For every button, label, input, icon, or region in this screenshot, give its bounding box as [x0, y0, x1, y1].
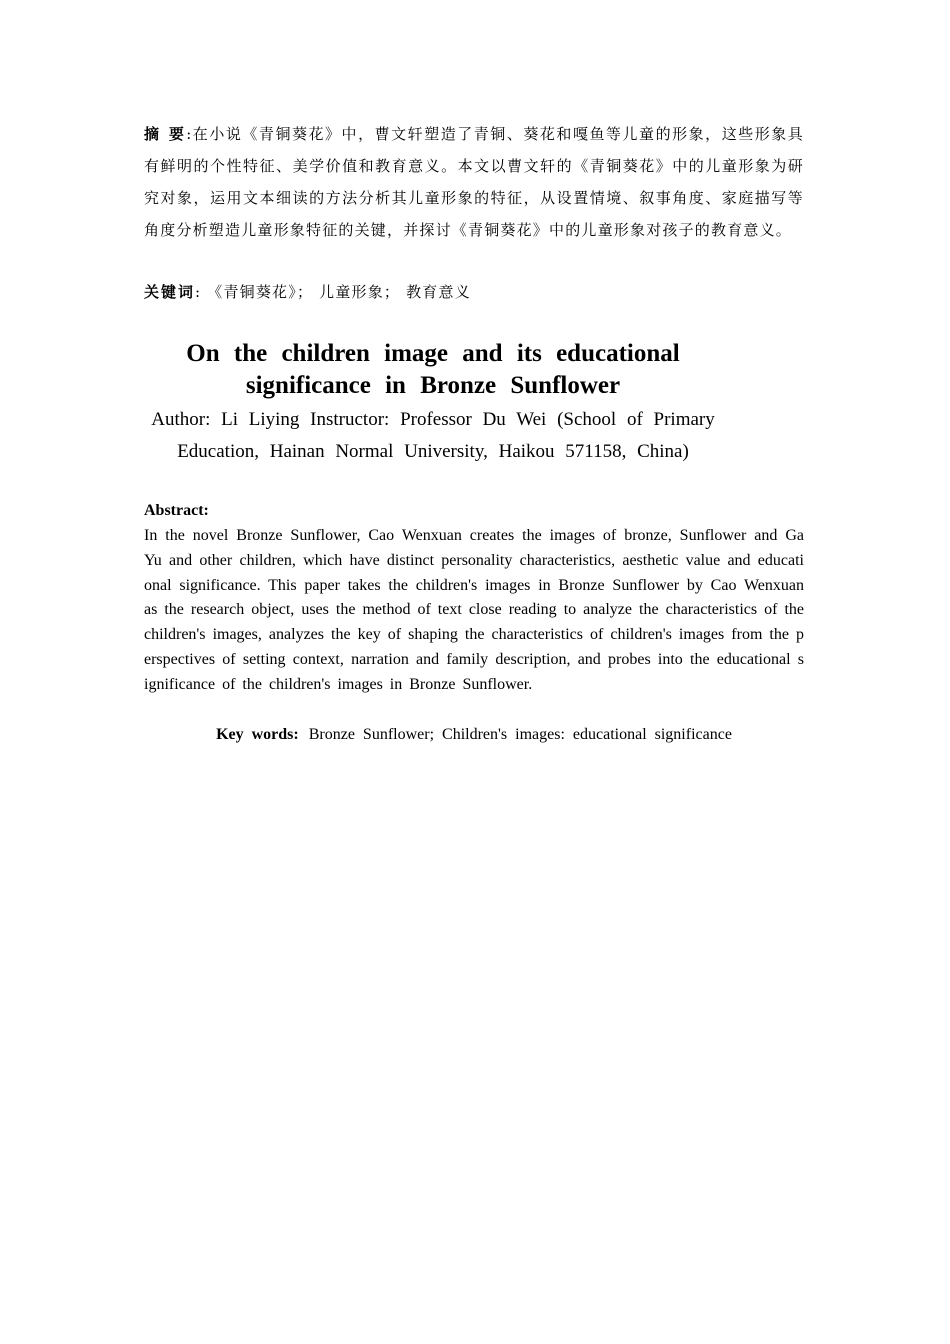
english-keywords-text: Bronze Sunflower; Children's images: educational significance — [308, 726, 732, 743]
english-abstract-text: In the novel Bronze Sunflower, Cao Wenxuan creates the images of bronze, Sunflower and Ga Yu and other children, which have distinct personality characteristics, aesthetic value and educational significance. This paper takes the children's images in Bronze Sunflower by Cao Wenxuan as the research object, uses the method of text close reading to analyze the characteristics of the children's images, analyzes the key of shaping the characteristics of children's images from the perspectives of setting context, narration and family description, and probes into the educational significance of the children's images in Bronze Sunflower. — [144, 527, 804, 693]
chinese-abstract — [144, 118, 804, 246]
chinese-keywords-separator: : — [195, 283, 202, 301]
english-title — [144, 338, 722, 402]
english-abstract-heading: Abstract: — [144, 502, 209, 519]
english-title-line-1: On the children image and its educational — [186, 340, 680, 367]
author-line-1: Author: Li Liying Instructor: Professor Du Wei (School of Primary — [151, 409, 715, 430]
chinese-abstract-separator: : — [186, 125, 193, 143]
english-keywords-label: Key words: — [216, 726, 299, 743]
author-line-2: Education, Hainan Normal University, Haikou 571158, China) — [177, 441, 689, 462]
english-title-line-2: significance in Bronze Sunflower — [245, 372, 621, 399]
english-keywords — [144, 723, 804, 747]
chinese-abstract-label: 摘 要 — [144, 125, 187, 143]
chinese-keywords — [144, 278, 804, 306]
chinese-abstract-text: 在小说《青铜葵花》中，曹文轩塑造了青铜、葵花和嘎鱼等儿童的形象，这些形象具有鲜明的个性特征、美学价值和教育意义。本文以曹文轩的《青铜葵花》中的儿童形象为研究对象，运用文本细读的方法分析其儿童形象的特征，从设置情境、叙事角度、家庭描写等角度分析塑造儿童形象特征的关键，并探讨《青铜葵花》中的儿童形象对孩子的教育意义。 — [144, 125, 804, 239]
chinese-keywords-label: 关键词 — [144, 283, 196, 301]
author-affiliation — [144, 404, 722, 468]
chinese-keywords-text: 《青铜葵花》； 儿童形象； 教育意义 — [207, 283, 471, 301]
